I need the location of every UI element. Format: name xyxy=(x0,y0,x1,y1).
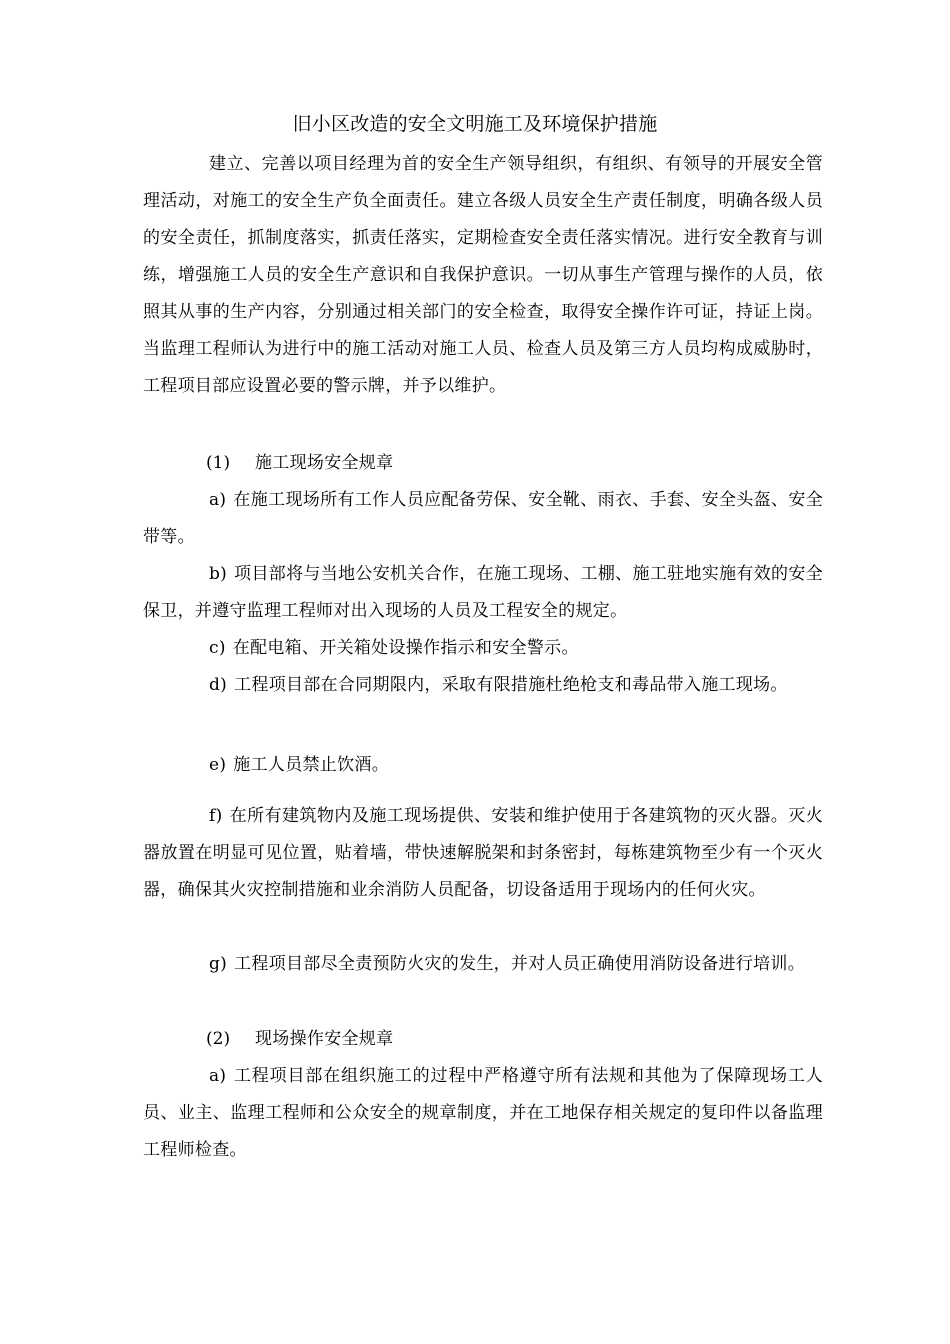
section-number: (2) xyxy=(206,1029,231,1049)
item-marker: d) xyxy=(209,675,228,695)
item-marker: e) xyxy=(209,755,227,775)
list-item xyxy=(143,798,823,909)
item-text: 项目部将与当地公安机关合作，在施工现场、工棚、施工驻地实施有效的安全保卫，并遵守监理工程师对出入现场的人员及工程安全的规定。 xyxy=(143,564,823,621)
item-marker: a) xyxy=(209,1066,227,1086)
document-title: 旧小区改造的安全文明施工及环境保护措施 xyxy=(292,113,658,135)
section-heading: 现场操作安全规章 xyxy=(255,1029,394,1049)
item-text: 在施工现场所有工作人员应配备劳保、安全靴、雨衣、手套、安全头盔、安全带等。 xyxy=(143,490,823,547)
item-text: 工程项目部在合同期限内，采取有限措施杜绝枪支和毒品带入施工现场。 xyxy=(234,675,788,695)
section-heading: 施工现场安全规章 xyxy=(255,453,394,473)
item-marker: b) xyxy=(209,564,228,584)
item-marker: f) xyxy=(209,806,223,826)
item-marker: g) xyxy=(209,954,228,974)
list-item xyxy=(143,1058,823,1169)
item-text: 施工人员禁止饮酒。 xyxy=(233,755,389,775)
item-text: 在配电箱、开关箱处设操作指示和安全警示。 xyxy=(232,638,579,658)
item-text: 在所有建筑物内及施工现场提供、安装和维护使用于各建筑物的灭火器。灭火器放置在明显可见位置，贴着墙，带快速解脱架和封条密封，每栋建筑物至少有一个灭火器，确保其火灾控制措施和业余消防人员配备，切设备适用于现场内的任何火灾。 xyxy=(143,806,823,900)
item-marker: c) xyxy=(209,638,226,658)
item-text: 工程项目部在组织施工的过程中严格遵守所有法规和其他为了保障现场工人员、业主、监理工程师和公众安全的规章制度，并在工地保存相关规定的复印件以备监理工程师检查。 xyxy=(143,1066,823,1160)
list-item xyxy=(143,747,823,784)
list-item xyxy=(143,482,823,556)
list-item xyxy=(143,630,823,667)
list-item xyxy=(143,946,823,983)
list-item xyxy=(143,556,823,630)
section-number: (1) xyxy=(206,453,231,473)
item-marker: a) xyxy=(209,490,227,510)
intro-paragraph: 建立、完善以项目经理为首的安全生产领导组织，有组织、有领导的开展安全管理活动，对施工的安全生产负全面责任。建立各级人员安全生产责任制度，明确各级人员的安全责任，抓制度落实，抓责任落实，定期检查安全责任落实情况。进行安全教育与训练，增强施工人员的安全生产意识和自我保护意识。一切从事生产管理与操作的人员，依照其从事的生产内容，分别通过相关部门的安全检查，取得安全操作许可证，持证上岗。当监理工程师认为进行中的施工活动对施工人员、检查人员及第三方人员均构成威胁时，工程项目部应设置必要的警示牌，并予以维护。 xyxy=(143,154,823,396)
list-item xyxy=(143,667,823,704)
item-text: 工程项目部尽全责预防火灾的发生，并对人员正确使用消防设备进行培训。 xyxy=(234,954,806,974)
